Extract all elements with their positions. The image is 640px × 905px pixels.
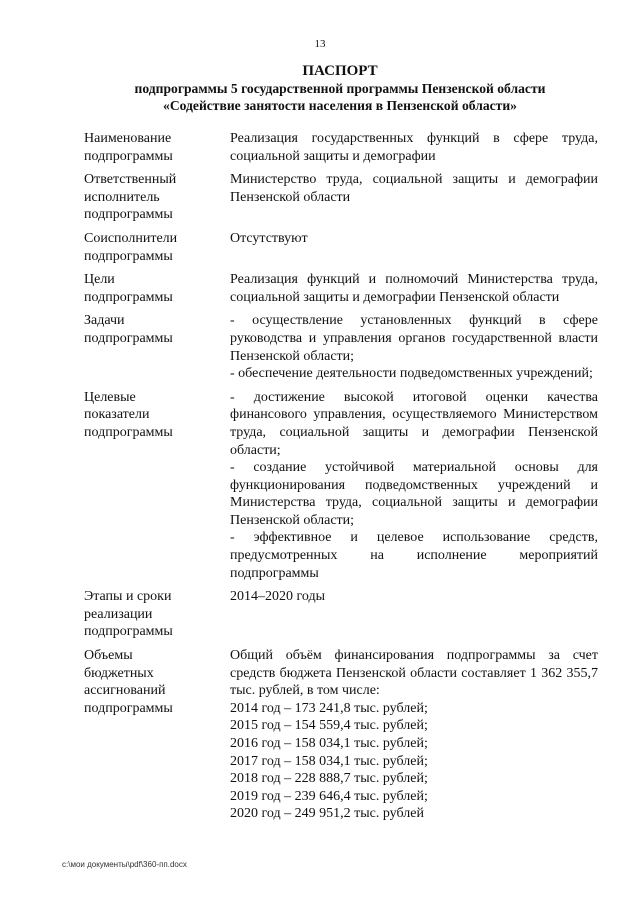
- value-paragraph: - эффективное и целевое использование средств, предусмотренных на исполнение мероприятий подпрограммы: [230, 530, 598, 581]
- row-financing: [84, 647, 598, 823]
- label-line: ассигнований: [84, 683, 166, 699]
- row-label: [84, 130, 230, 165]
- row-value: [230, 647, 598, 823]
- label-line: Соисполнители: [84, 230, 178, 246]
- row-value: [230, 171, 598, 224]
- row-coexecutors: [84, 230, 598, 265]
- label-line: подпрограммы: [84, 624, 173, 640]
- row-label: [84, 588, 230, 641]
- label-line: Ответственный: [84, 172, 177, 188]
- value-paragraph: 2014–2020 годы: [230, 589, 326, 605]
- row-name: [84, 130, 598, 165]
- label-line: реализации: [84, 606, 153, 622]
- label-line: подпрограммы: [84, 207, 173, 223]
- row-tasks: [84, 312, 598, 382]
- financing-year: 2016 год – 158 034,1 тыс. рублей;: [230, 736, 428, 751]
- label-line: подпрограммы: [84, 330, 173, 346]
- label-line: подпрограммы: [84, 289, 173, 305]
- passport-table: [84, 130, 598, 829]
- title-program-name: «Содействие занятости населения в Пензенской области»: [163, 98, 517, 113]
- row-goals: [84, 271, 598, 306]
- row-value: [230, 230, 598, 265]
- value-paragraph: Реализация государственных функций в сфере труда, социальной защиты и демографии: [230, 131, 598, 164]
- title-subprogram: подпрограммы 5 государственной программы Пензенской области: [134, 81, 546, 96]
- label-line: Этапы и сроки: [84, 589, 172, 605]
- row-responsible: [84, 171, 598, 224]
- financing-intro: Общий объём финансирования подпрограммы за счет средств бюджета Пензенской области составляет 1 362 355,7 тыс. рублей, в том числе:: [230, 648, 598, 699]
- title-passport: ПАСПОРТ: [302, 63, 378, 79]
- financing-year: 2015 год – 154 559,4 тыс. рублей;: [230, 718, 428, 734]
- row-value: [230, 588, 598, 641]
- label-line: Наименование: [84, 131, 172, 146]
- row-value: [230, 130, 598, 165]
- financing-year: 2018 год – 228 888,7 тыс. рублей;: [230, 771, 428, 787]
- value-paragraph: Реализация функций и полномочий Министерства труда, социальной защиты и демографии Пензенской области: [230, 272, 598, 305]
- footer-file-path: c:\мои документы\pdf\360-пп.docx: [62, 860, 187, 869]
- financing-year: 2019 год – 239 646,4 тыс. рублей;: [230, 788, 428, 804]
- value-paragraph: - осуществление установленных функций в сфере руководства и управления органов государственной власти Пензенской области;: [230, 313, 598, 364]
- row-value: [230, 312, 598, 382]
- financing-year: 2017 год – 158 034,1 тыс. рублей;: [230, 753, 428, 769]
- label-line: бюджетных: [84, 665, 154, 681]
- row-label: [84, 171, 230, 224]
- value-paragraph: - создание устойчивой материальной основы для функционирования подведомственных учреждений и Министерства труда, социальной защиты и демографии Пензенской области;: [230, 460, 598, 528]
- page-number: 13: [314, 38, 326, 50]
- row-stages: [84, 588, 598, 641]
- row-label: [84, 271, 230, 306]
- label-line: Задачи: [84, 313, 125, 329]
- label-line: Цели: [84, 272, 115, 288]
- value-paragraph: Отсутствуют: [230, 230, 308, 246]
- label-line: показатели: [84, 407, 150, 423]
- label-line: подпрограммы: [84, 424, 173, 440]
- value-paragraph: - достижение высокой итоговой оценки качества финансового управления, осуществляемого Министерством труда, социальной защиты и демографии Пензенской области;: [230, 389, 598, 458]
- row-label: [84, 389, 230, 583]
- row-label: [84, 230, 230, 265]
- value-paragraph: - обеспечение деятельности подведомственных учреждений;: [230, 366, 593, 382]
- row-value: [230, 389, 598, 583]
- label-line: подпрограммы: [84, 248, 173, 264]
- row-label: [84, 647, 230, 823]
- financing-year: 2014 год – 173 241,8 тыс. рублей;: [230, 700, 428, 716]
- label-line: Целевые: [84, 389, 136, 405]
- row-label: [84, 312, 230, 382]
- financing-year: 2020 год – 249 951,2 тыс. рублей: [230, 806, 424, 822]
- value-paragraph: Министерство труда, социальной защиты и демографии Пензенской области: [230, 172, 598, 205]
- row-target-indicators: [84, 389, 598, 583]
- label-line: исполнитель: [84, 189, 160, 205]
- label-line: Объемы: [84, 648, 133, 664]
- document-title: [60, 62, 620, 114]
- row-value: [230, 271, 598, 306]
- label-line: подпрограммы: [84, 700, 173, 716]
- label-line: подпрограммы: [84, 148, 173, 164]
